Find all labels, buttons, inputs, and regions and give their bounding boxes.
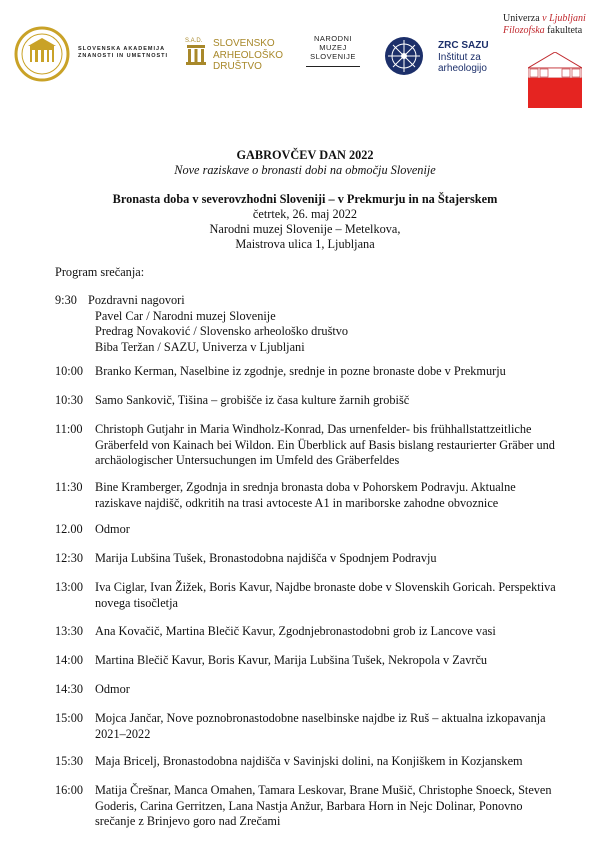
nms-underline (306, 62, 360, 67)
sad-abbr: S.A.D. (185, 38, 203, 44)
program-time: 13:30 (55, 624, 84, 638)
program-time: 11:30 (55, 480, 83, 494)
logo-bar (0, 0, 610, 115)
program-label: Program srečanja: (55, 265, 145, 279)
program-row (55, 480, 575, 511)
program-row (55, 580, 575, 611)
program-time: 15:00 (55, 711, 84, 725)
program-time: 9:30 (55, 293, 77, 307)
event-venue: Narodni muzej Slovenije – Metelkova, (209, 222, 401, 236)
program-row (55, 364, 575, 380)
program-text-line: raziskave najdišč, odkritih na trasi avtoceste A1 in mariborske zahodne obvoznice (95, 495, 499, 510)
program-text-line: Matija Črešnar, Manca Omahen, Tamara Leskovar, Brane Mušič, Christophe Snoeck, Steven (95, 783, 552, 797)
program-text-line: Iva Ciglar, Ivan Žižek, Boris Kavur, Najdbe bronaste dobe v Slovenskih Goricah. Perspektiva (95, 580, 556, 594)
page-subtitle: Nove raziskave o bronasti dobi na območju Slovenije (174, 163, 436, 177)
speaker-line: Predrag Novaković / Slovensko arheološko društvo (95, 324, 349, 338)
program-text-line: Bine Kramberger, Zgodnja in srednja bronasta doba v Pohorskem Podravju. Aktualne (95, 480, 516, 494)
speaker-line: Biba Teržan / SAZU, Univerza v Ljubljani (95, 339, 305, 354)
program-text: Branko Kerman, Naselbine iz zgodnje, srednje in pozne bronaste dobe v Prekmurju (95, 364, 506, 378)
sazu-seal-icon (14, 26, 70, 82)
program-row (55, 711, 575, 742)
ff-building-icon (528, 52, 582, 108)
program-time: 15:30 (55, 754, 84, 768)
page-title: GABROVČEV DAN 2022 (236, 148, 374, 162)
program-text-line: Christoph Gutjahr in Maria Windholz-Konrad, Das urnenfelder- bis frühhallstattzeitliche (95, 422, 532, 436)
program-text: Odmor (95, 522, 130, 536)
program-row (55, 624, 575, 640)
program-text: Martina Blečič Kavur, Boris Kavur, Marija Lubšina Tušek, Nekropola v Zavrču (95, 653, 488, 667)
program-row (55, 293, 575, 355)
theme-heading: Bronasta doba v severovzhodni Sloveniji – v Prekmurju in na Štajerskem (112, 192, 498, 206)
program-row (55, 551, 575, 567)
program-text-line: archäologischer Untersuchungen im Umfeld des Gräberfeldes (95, 453, 400, 467)
event-date: četrtek, 26. maj 2022 (252, 207, 358, 221)
program-row (55, 754, 575, 770)
program-time: 12.00 (55, 522, 83, 536)
event-address: Maistrova ulica 1, Ljubljana (235, 237, 375, 251)
sad-emblem-icon (185, 36, 207, 66)
nms-wordmark: NARODNI MUZEJ SLOVENIJE (302, 34, 364, 67)
sad-wordmark: SLOVENSKO ARHEOLOŠKO DRUŠTVO (213, 38, 284, 72)
speaker-line: Pavel Car / Narodni muzej Slovenije (95, 308, 276, 323)
program-text: Ana Kovačič, Martina Blečič Kavur, Zgodnjebronastodobni grob iz Lancove vasi (95, 624, 496, 638)
zrc-wordmark: ZRC SAZU Inštitut za arheologijo (438, 40, 489, 74)
program-text: Marija Lubšina Tušek, Bronastodobna najdišča v Spodnjem Podravju (95, 551, 437, 565)
program-time: 10:30 (55, 393, 84, 407)
program-time: 11:00 (55, 422, 83, 436)
program-text-line: Goderis, Carina Gerritzen, Lana Nastja Anžur, Barbara Horn in Nejc Dolinar, Ponovno (95, 798, 523, 813)
program-text-line: novega tisočletja (95, 595, 178, 610)
program-time: 10:00 (55, 364, 84, 378)
zrc-emblem-icon (384, 36, 424, 76)
program-time: 12:30 (55, 551, 84, 565)
program-time: 13:00 (55, 580, 84, 594)
program-text: Samo Sankovič, Tišina – grobišče iz časa kulture žarnih grobišč (95, 393, 410, 407)
program-row (55, 522, 575, 538)
program-text-line: Mojca Jančar, Nove poznobronastodobne naselbinske najdbe iz Ruš – aktualna izkopavanja (95, 711, 546, 725)
sazu-wordmark: SLOVENSKA AKADEMIJA ZNANOSTI IN UMETNOSTI (78, 46, 169, 59)
program-time: 14:30 (55, 682, 84, 696)
program-text-line: Gräberfeld von Kainach bei Wildon. Ein Überblick auf Basis bislang restaurierter Gräber und (95, 437, 555, 452)
program-text-line: srečanje z Brinjevo goro nad Zrečami (95, 814, 281, 828)
program-row (55, 682, 575, 698)
program-row (55, 422, 575, 469)
program-text: Odmor (95, 682, 130, 696)
ff-wordmark: Univerza v Ljubljani Filozofska fakulteta (503, 13, 586, 36)
program-row (55, 783, 575, 830)
program-time: 16:00 (55, 783, 84, 797)
program-row (55, 393, 575, 409)
program-time: 14:00 (55, 653, 84, 667)
program-text: Maja Bricelj, Bronastodobna najdišča v Savinjski dolini, na Konjiškem in Kozjanskem (95, 754, 523, 768)
program-text-line: 2021–2022 (95, 726, 151, 741)
program-row (55, 653, 575, 669)
program-text: Pozdravni nagovori (88, 293, 185, 307)
